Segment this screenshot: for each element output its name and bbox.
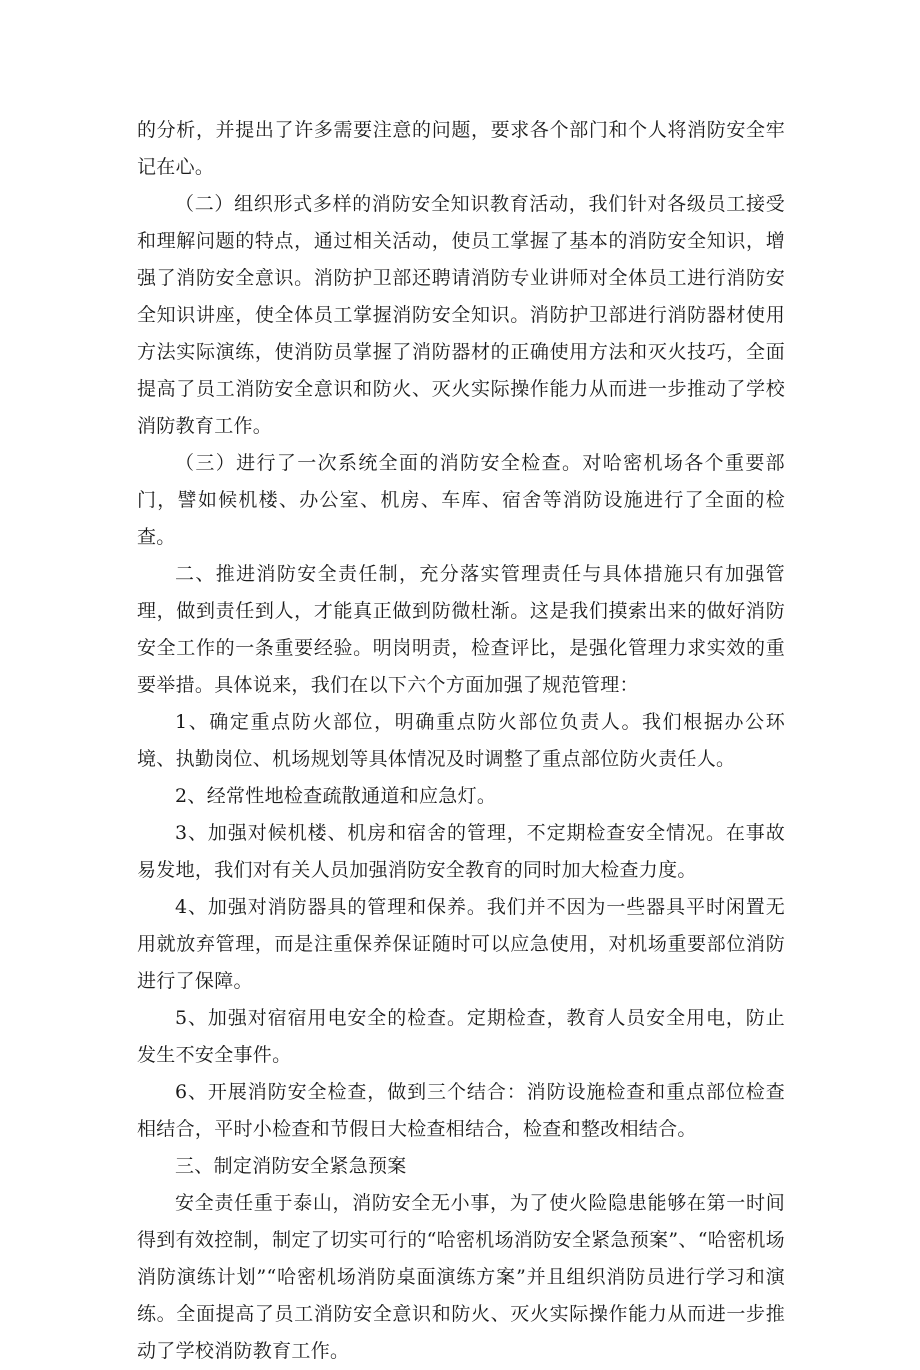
paragraph-item-1: 1、确定重点防火部位，明确重点防火部位负责人。我们根据办公环境、执勤岗位、机场规划等具体情况及时调整了重点部位防火责任人。 bbox=[137, 711, 785, 770]
paragraph-item-5: 5、加强对宿宿用电安全的检查。定期检查，教育人员安全用电，防止发生不安全事件。 bbox=[137, 1007, 785, 1066]
paragraph-section-3: （三）进行了一次系统全面的消防安全检查。对哈密机场各个重要部门，譬如候机楼、办公室、机房、车库、宿舍等消防设施进行了全面的检查。 bbox=[137, 452, 785, 548]
paragraph-item-4: 4、加强对消防器具的管理和保养。我们并不因为一些器具平时闲置无用就放弃管理，而是注重保养保证随时可以应急使用，对机场重要部位消防进行了保障。 bbox=[137, 896, 785, 992]
paragraph-continuation: 的分析，并提出了许多需要注意的问题，要求各个部门和个人将消防安全牢记在心。 bbox=[137, 119, 785, 178]
paragraph-section-2: （二）组织形式多样的消防安全知识教育活动，我们针对各级员工接受和理解问题的特点，通过相关活动，使员工掌握了基本的消防安全知识，增强了消防安全意识。消防护卫部还聘请消防专业讲师对全体员工进行消防安全知识讲座，使全体员工掌握消防安全知识。消防护卫部进行消防器材使用方法实际演练，使消防员掌握了消防器材的正确使用方法和灭火技巧，全面提高了员工消防安全意识和防火、灭火实际操作能力从而进一步推动了学校消防教育工作。 bbox=[137, 193, 785, 437]
paragraph-item-6: 6、开展消防安全检查，做到三个结合：消防设施检查和重点部位检查相结合，平时小检查和节假日大检查相结合，检查和整改相结合。 bbox=[137, 1081, 785, 1140]
paragraph-heading-two: 二、推进消防安全责任制，充分落实管理责任与具体措施只有加强管理，做到责任到人，才能真正做到防微杜渐。这是我们摸索出来的做好消防安全工作的一条重要经验。明岗明责，检查评比，是强化管理力求实效的重要举措。具体说来，我们在以下六个方面加强了规范管理： bbox=[137, 563, 785, 696]
paragraph-item-2: 2、经常性地检查疏散通道和应急灯。 bbox=[175, 785, 497, 807]
document-page bbox=[137, 112, 785, 1370]
paragraph-item-3: 3、加强对候机楼、机房和宿舍的管理，不定期检查安全情况。在事故易发地，我们对有关人员加强消防安全教育的同时加大检查力度。 bbox=[137, 822, 785, 881]
paragraph-heading-three: 三、制定消防安全紧急预案 bbox=[175, 1155, 407, 1177]
paragraph-emergency-plan: 安全责任重于泰山，消防安全无小事，为了使火险隐患能够在第一时间得到有效控制，制定了切实可行的“哈密机场消防安全紧急预案”、“哈密机场消防演练计划”“哈密机场消防桌面演练方案”并且组织消防员进行学习和演练。全面提高了员工消防安全意识和防火、灭火实际操作能力从而进一步推动了学校消防教育工作。 bbox=[137, 1192, 785, 1362]
